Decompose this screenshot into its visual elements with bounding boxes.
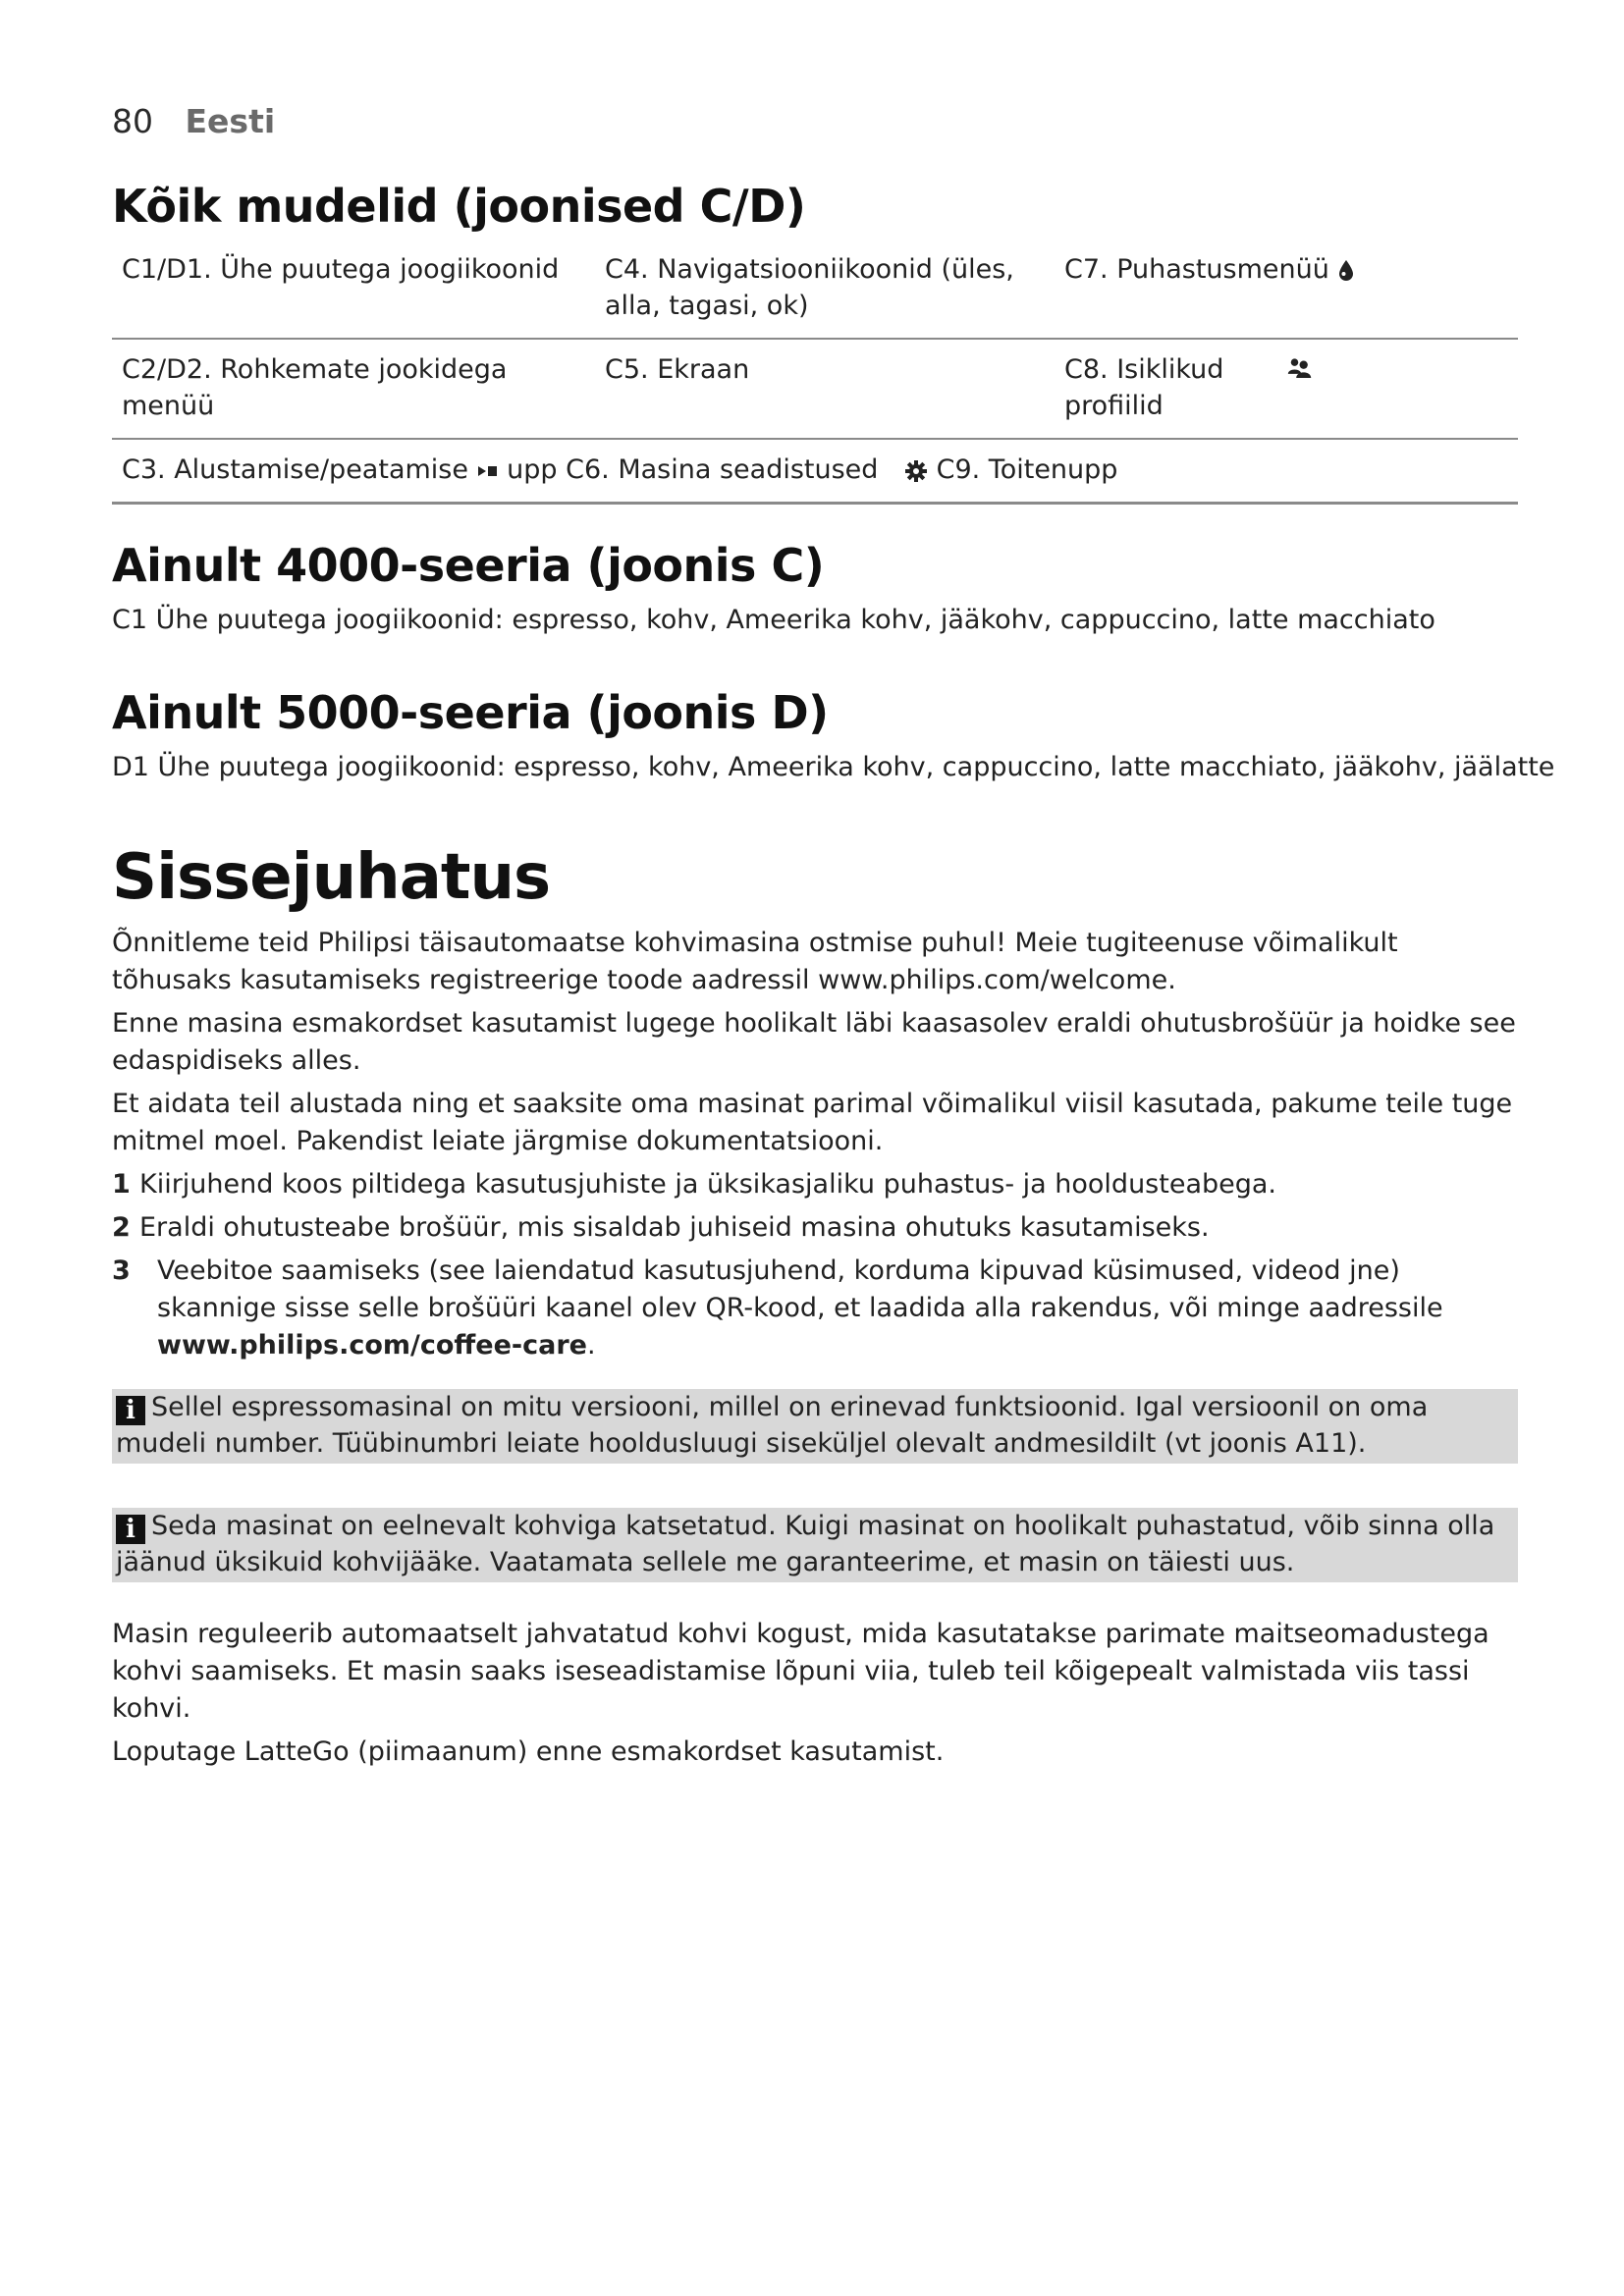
language-label: Eesti xyxy=(185,102,276,140)
info-note xyxy=(112,1508,1518,1582)
table-row xyxy=(112,245,1518,340)
series-4000-heading: Ainult 4000-seeria (joonis C) xyxy=(112,539,825,592)
intro-section xyxy=(112,925,1518,1370)
list-text: Kiirjuhend koos piltidega kasutusjuhiste ja üksikasjaliku puhastus- ja hooldusteabega. xyxy=(139,1169,1277,1200)
table-cell: C5. Ekraan xyxy=(605,354,750,385)
table-cell: C4. Navigatsiooniikoonid (üles, alla, tagasi, ok) xyxy=(605,254,1014,321)
list-text: Eraldi ohutusteabe brošüür, mis sisaldab juhiseid masina ohutuks kasutamiseks. xyxy=(139,1212,1210,1243)
table-cell: C3. Alustamise/peatamise upp C6. Masina seadistused C9. Toitenupp xyxy=(122,454,1118,485)
gear-icon xyxy=(904,459,928,483)
intro-paragraph: Et aidata teil alustada ning et saaksite oma masinat parimal võimalikul viisil kasutada, pakume teile tuge mitmel moel. Pakendist leiate järgmise dokumentatsiooni. xyxy=(112,1089,1513,1156)
list-number: 3 xyxy=(112,1255,131,1286)
list-number: 1 xyxy=(112,1169,131,1200)
table-cell xyxy=(1064,251,1508,324)
series-5000-heading: Ainult 5000-seeria (joonis D) xyxy=(112,686,829,739)
all-models-heading: Kõik mudelid (joonised C/D) xyxy=(112,180,806,233)
drop-icon xyxy=(1337,259,1355,283)
table-cell xyxy=(1064,351,1508,424)
series-4000-text: C1 Ühe puutega joogiikoonid: espresso, kohv, Ameerika kohv, jääkohv, cappuccino, latte macchiato xyxy=(112,605,1435,635)
info-note xyxy=(112,1389,1518,1464)
info-icon: i xyxy=(116,1396,145,1425)
profiles-icon xyxy=(1287,355,1312,381)
table-row xyxy=(112,340,1518,440)
table-cell: C1/D1. Ühe puutega joogiikoonid xyxy=(122,254,560,285)
list-text: Veebitoe saamiseks (see laiendatud kasutusjuhend, korduma kipuvad küsimused, videod jne) skannige sisse selle brošüüri kaanel olev QR-kood, et laadida alla rakendus, või minge aadressile www.philips.com/coffee-care. xyxy=(157,1255,1443,1361)
outro-paragraph: Loputage LatteGo (piimaanum) enne esmakordset kasutamist. xyxy=(112,1736,945,1767)
list-number: 2 xyxy=(112,1212,131,1243)
intro-paragraph: Enne masina esmakordset kasutamist lugege hoolikalt läbi kaasasolev eraldi ohutusbrošüür ja hoidke see edaspidiseks alles. xyxy=(112,1008,1516,1076)
note-text: Sellel espressomasinal on mitu versiooni, millel on erinevad funktsioonid. Igal versioonil on oma mudeli number. Tüübinumbri leiate hooldusluugi siseküljel olevalt andmesildilt (vt joonis A11). xyxy=(116,1392,1429,1459)
page-number: 80 xyxy=(112,102,153,140)
intro-heading: Sissejuhatus xyxy=(112,841,551,914)
info-icon: i xyxy=(116,1515,145,1544)
coffee-care-link[interactable]: www.philips.com/coffee-care xyxy=(157,1330,587,1361)
outro-paragraph: Masin reguleerib automaatselt jahvatatud kohvi kogust, mida kasutatakse parimate maitseomadustega kohvi saamiseks. Et masin saaks iseseadistamise lõpuni viia, tuleb teil kõigepealt valmistada viis tassi kohvi. xyxy=(112,1619,1489,1724)
documentation-list xyxy=(112,1166,1518,1364)
outro-section xyxy=(112,1616,1518,1777)
page-header xyxy=(112,102,275,141)
note-text: Seda masinat on eelnevalt kohviga katsetatud. Kuigi masinat on hoolikalt puhastatud, võib sinna olla jäänud üksikuid kohvijääke. Vaatamata sellele me garanteerime, et masin on täiesti uus. xyxy=(116,1511,1495,1577)
list-item xyxy=(112,1166,1518,1203)
table-cell-label: C7. Puhastusmenüü xyxy=(1064,251,1355,288)
intro-paragraph: Õnnitleme teid Philipsi täisautomaatse kohvimasina ostmise puhul! Meie tugiteenuse võimalikult tõhusaks kasutamiseks registreerige toode aadressil www.philips.com/welcome. xyxy=(112,928,1398,995)
series-5000-text: D1 Ühe puutega joogiikoonid: espresso, kohv, Ameerika kohv, cappuccino, latte macchiato, jääkohv, jäälatte xyxy=(112,752,1555,782)
table-cell-label: C8. Isiklikud profiilid xyxy=(1064,354,1224,421)
table-row xyxy=(112,440,1518,505)
table-cell: C2/D2. Rohkemate jookidega menüü xyxy=(122,354,508,421)
list-item xyxy=(112,1209,1518,1247)
play-stop-icon xyxy=(477,463,499,479)
models-table xyxy=(112,245,1518,505)
list-item xyxy=(112,1253,1518,1364)
